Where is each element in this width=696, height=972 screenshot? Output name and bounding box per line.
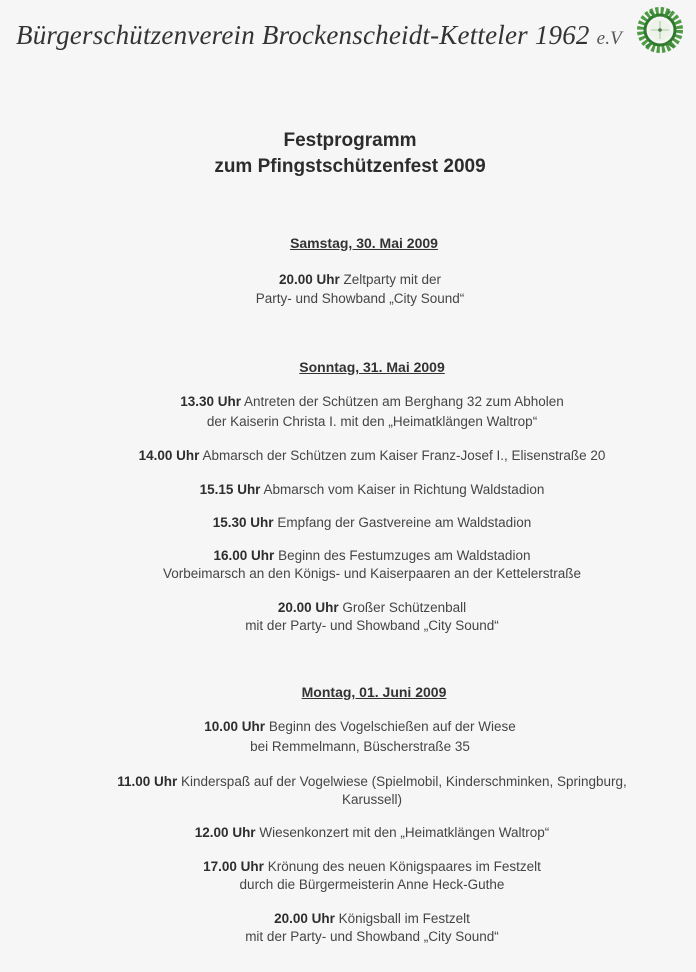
event-time: 10.00 Uhr (204, 719, 266, 734)
event-time: 20.00 Uhr (277, 600, 339, 615)
event-text: Abmarsch der Schützen zum Kaiser Franz-Josef I., Elisenstraße 20 (202, 448, 606, 463)
event-text: Empfang der Gastvereine am Waldstadion (277, 515, 532, 530)
event-line (72, 859, 672, 874)
event-line (72, 911, 672, 926)
event-text: Kinderspaß auf der Vogelwiese (Spielmobil, Kinderschminken, Springburg, (181, 774, 627, 789)
day-heading-saturday: Samstag, 30. Mai 2009 (290, 235, 438, 251)
event-line (72, 774, 672, 789)
event-line (72, 515, 672, 530)
event-text: Krönung des neuen Königspaares im Festzelt (267, 859, 541, 874)
event-text: Beginn des Festumzuges am Waldstadion (278, 548, 531, 563)
event-time: 17.00 Uhr (203, 859, 264, 874)
event-line (72, 448, 672, 463)
event-time: 11.00 Uhr (117, 774, 178, 789)
event-text: Zeltparty mit der (343, 272, 442, 287)
event-line (72, 825, 672, 840)
event-time: 20.00 Uhr (274, 911, 335, 926)
page-title-line2: zum Pfingstschützenfest 2009 (214, 156, 486, 177)
page-title-line1: Festprogramm (283, 130, 417, 151)
event-time: 13.30 Uhr (180, 394, 242, 409)
event-text: Beginn des Vogelschießen auf der Wiese (268, 719, 516, 734)
event-line-cont: Karussell) (341, 792, 403, 807)
event-line-cont: Party- und Showband „City Sound“ (255, 291, 465, 306)
day-heading-monday: Montag, 01. Juni 2009 (301, 684, 447, 700)
event-line (72, 600, 672, 615)
event-text: Königsball im Festzelt (338, 911, 470, 926)
event-text: Großer Schützenball (342, 600, 467, 615)
event-text: Wiesenkonzert mit den „Heimatklängen Waltrop“ (259, 825, 550, 840)
event-time: 20.00 Uhr (278, 272, 340, 287)
event-time: 14.00 Uhr (138, 448, 200, 463)
event-line-cont: durch die Bürgermeisterin Anne Heck-Guthe (239, 877, 505, 892)
event-text: Antreten der Schützen am Berghang 32 zum Abholen (244, 394, 564, 409)
event-time: 12.00 Uhr (194, 825, 256, 840)
event-time: 15.30 Uhr (212, 515, 274, 530)
event-text: Abmarsch vom Kaiser in Richtung Waldstadion (263, 482, 545, 497)
day-heading-sunday: Sonntag, 31. Mai 2009 (299, 359, 445, 375)
wreath-target-emblem-icon (636, 5, 684, 53)
club-name-text: Bürgerschützenverein Brockenscheidt-Ketteler 1962 (16, 20, 590, 50)
event-time: 15.15 Uhr (199, 482, 261, 497)
event-line-cont: mit der Party- und Showband „City Sound“ (245, 929, 499, 944)
event-line-cont: Vorbeimarsch an den Königs- und Kaiserpaaren an der Kettelerstraße (163, 566, 581, 581)
event-line-cont: mit der Party- und Showband „City Sound“ (245, 618, 499, 633)
club-suffix: e.V (596, 28, 622, 49)
event-line-cont: der Kaiserin Christa I. mit den „Heimatklängen Waltrop“ (206, 414, 538, 429)
event-line (72, 394, 672, 409)
club-name (16, 20, 622, 51)
event-line (72, 548, 672, 563)
event-line (72, 482, 672, 497)
event-time: 16.00 Uhr (213, 548, 275, 563)
event-line (60, 719, 660, 734)
event-line (60, 272, 660, 287)
event-line-cont: bei Remmelmann, Büscherstraße 35 (250, 739, 470, 754)
